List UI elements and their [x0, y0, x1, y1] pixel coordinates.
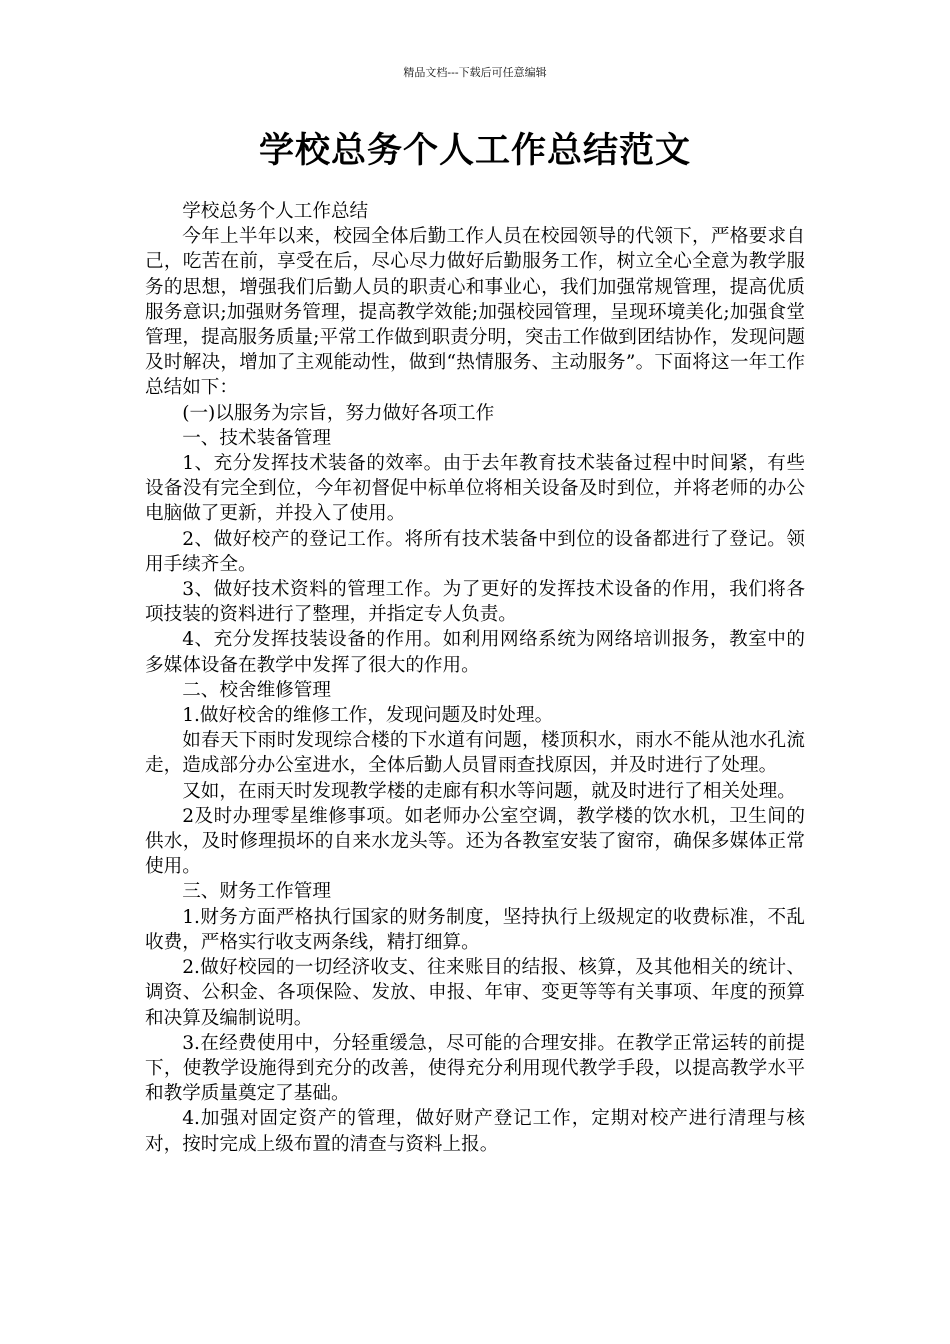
- paragraph-equipment-2: 2、做好校产的登记工作。将所有技术装备中到位的设备都进行了登记。领用手续齐全。: [145, 528, 805, 575]
- section-heading-service: (一)以服务为宗旨，努力做好各项工作: [182, 402, 495, 424]
- section-heading-maintenance: 二、校舍维修管理: [182, 679, 331, 701]
- document-title: 学校总务个人工作总结范文: [258, 131, 691, 171]
- paragraph-equipment-1: 1、充分发挥技术装备的效率。由于去年教育技术装备过程中时间紧，有些设备没有完全到位，今年初督促中标单位将相关设备及时到位，并将老师的办公电脑做了更新，并投入了使用。: [145, 453, 805, 525]
- paragraph-equipment-4: 4、充分发挥技装设备的作用。如利用网络系统为网络培训报务，教室中的多媒体设备在教学中发挥了很大的作用。: [145, 629, 805, 676]
- paragraph-maintenance-example-1: 如春天下雨时发现综合楼的下水道有问题，楼顶积水，雨水不能从池水孔流走，造成部分办公室进水，全体后勤人员冒雨查找原因，并及时进行了处理。: [145, 730, 805, 777]
- paragraph-finance-4: 4.加强对固定资产的管理，做好财产登记工作，定期对校产进行清理与核对，按时完成上级布置的清查与资料上报。: [145, 1108, 805, 1155]
- paragraph-equipment-3: 3、做好技术资料的管理工作。为了更好的发挥技术设备的作用，我们将各项技装的资料进行了整理，并指定专人负责。: [145, 579, 805, 626]
- paragraph-intro: 今年上半年以来，校园全体后勤工作人员在校园领导的代领下，严格要求自己，吃苦在前，享受在后，尽心尽力做好后勤服务工作，树立全心全意为教学服务的思想，增强我们后勤人员的职责心和事业心，我们加强常规管理，提高优质服务意识;加强财务管理，提高教学效能;加强校园管理，呈现环境美化;加强食堂管理，提高服务质量;平常工作做到职责分明，突击工作做到团结协作，发现问题及时解决，增加了主观能动性，做到“热情服务、主动服务”。下面将这一年工作总结如下：: [145, 226, 805, 399]
- section-heading-equipment: 一、技术装备管理: [182, 427, 331, 449]
- paragraph-finance-1: 1.财务方面严格执行国家的财务制度，坚持执行上级规定的收费标准，不乱收费，严格实行收支两条线，精打细算。: [145, 906, 805, 953]
- paragraph-finance-3: 3.在经费使用中，分轻重缓急，尽可能的合理安排。在教学正常运转的前提下，使教学设施得到充分的改善，使得充分利用现代教学手段，以提高教学水平和教学质量奠定了基础。: [145, 1032, 805, 1105]
- paragraph-maintenance-2: 2及时办理零星维修事项。如老师办公室空调，教学楼的饮水机，卫生间的供水，及时修理损坏的自来水龙头等。还为各教室安装了窗帘，确保多媒体正常使用。: [145, 805, 805, 878]
- section-heading-finance: 三、财务工作管理: [182, 881, 331, 903]
- document-body: [145, 199, 805, 1157]
- paragraph-maintenance-example-2: 又如，在雨天时发现教学楼的走廊有积水等问题，就及时进行了相关处理。: [182, 780, 796, 802]
- page-header-note: 精品文档---下载后可任意编辑: [403, 66, 547, 79]
- paragraph-subtitle: 学校总务个人工作总结: [182, 201, 369, 222]
- paragraph-finance-2: 2.做好校园的一切经济收支、往来账目的结报、核算，及其他相关的统计、调资、公积金、各项保险、发放、申报、年审、变更等等有关事项、年度的预算和决算及编制说明。: [145, 957, 805, 1029]
- paragraph-maintenance-1: 1.做好校舍的维修工作，发现问题及时处理。: [182, 705, 554, 727]
